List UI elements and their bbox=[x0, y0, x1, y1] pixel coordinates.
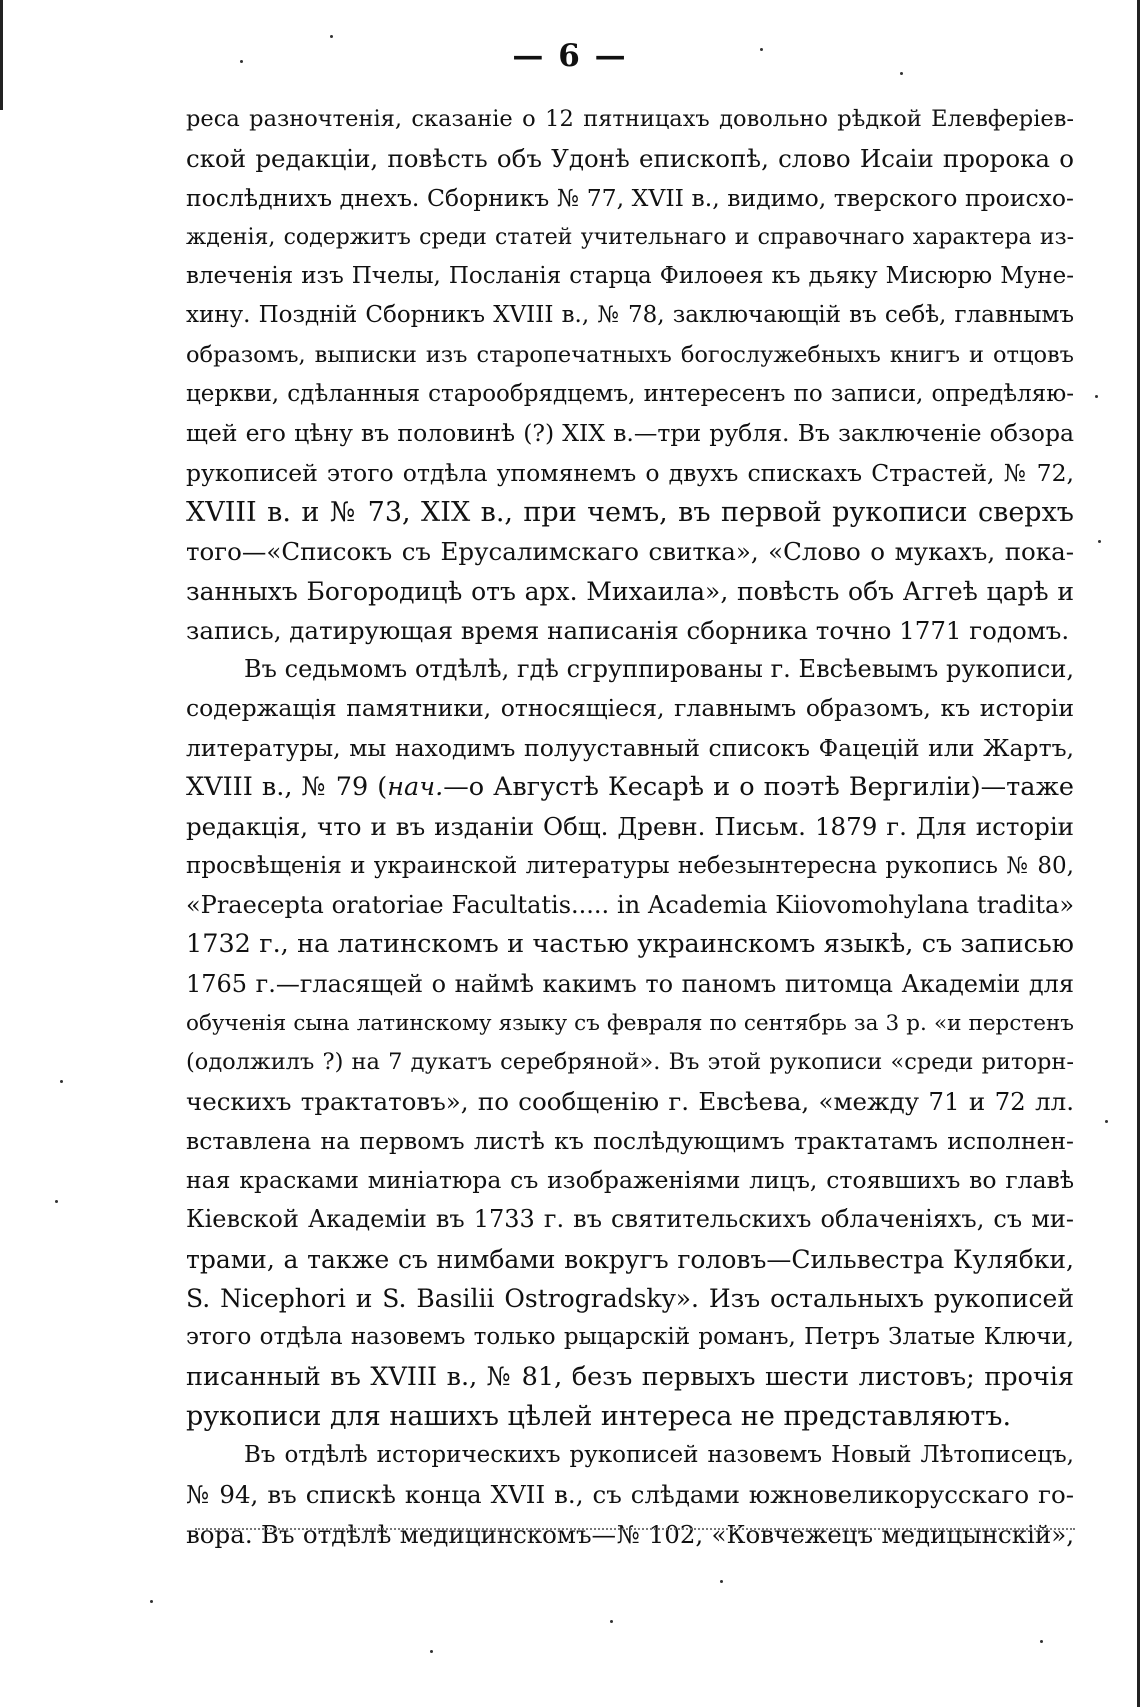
scan-speck bbox=[55, 1200, 58, 1203]
text-line: Въ седьмомъ отдѣлѣ, гдѣ сгруппированы г. Евсѣевымъ рукописи, bbox=[244, 655, 1074, 684]
text-line: жденія, содержитъ среди статей учительнаго и справочнаго характера из- bbox=[186, 224, 1074, 250]
text-line: XVIII в. и № 73, XIX в., при чемъ, въ первой рукописи сверхъ bbox=[186, 496, 1074, 528]
text-line: церкви, сдѣланныя старообрядцемъ, интересенъ по записи, опредѣляю- bbox=[186, 381, 1074, 408]
scan-speck bbox=[610, 1620, 613, 1623]
scan-speck bbox=[720, 1580, 723, 1583]
text-line-with-italic bbox=[186, 768, 1074, 807]
text-line: влеченія изъ Пчелы, Посланія старца Филоѳея къ дьяку Мисюрю Муне- bbox=[186, 263, 1074, 290]
scan-speck bbox=[900, 72, 903, 75]
text-line: запись, датирующая время написанія сборника точно 1771 годомъ. bbox=[186, 615, 1070, 645]
paragraph-2 bbox=[186, 650, 1074, 1436]
scan-speck bbox=[60, 1080, 63, 1083]
scan-speck bbox=[430, 1650, 433, 1653]
text-line: ная красками миніатюра съ изображеніями лицъ, стоявшихъ во главѣ bbox=[186, 1166, 1074, 1195]
scan-speck bbox=[1098, 540, 1101, 543]
text-line: хину. Поздній Сборникъ XVIII в., № 78, заключающій въ себѣ, главнымъ bbox=[186, 302, 1074, 329]
text-span: —о Августѣ Кесарѣ и о поэтѣ Вергиліи)—таже bbox=[443, 772, 1074, 803]
scan-speck bbox=[1095, 395, 1098, 398]
body-text bbox=[186, 100, 1074, 1554]
text-line: Въ отдѣлѣ историческихъ рукописей назовемъ Новый Лѣтописецъ, bbox=[244, 1442, 1074, 1469]
text-line: литературы, мы находимъ полууставный списокъ Фацецій или Жартъ, bbox=[186, 733, 1074, 762]
text-line: занныхъ Богородицѣ отъ арх. Михаила», повѣсть объ Аггеѣ царѣ и bbox=[186, 576, 1074, 606]
scan-speck bbox=[240, 60, 243, 63]
paragraph-3 bbox=[186, 1436, 1074, 1554]
italic-abbreviation: нач. bbox=[387, 772, 444, 803]
page-number: — 6 — bbox=[512, 38, 628, 74]
scan-speck bbox=[760, 48, 763, 51]
text-line: рукописей этого отдѣла упомянемъ о двухъ спискахъ Страстей, № 72, bbox=[186, 458, 1074, 487]
text-line: (одолжилъ ?) на 7 дукатъ серебряной». Въ этой рукописи «среди риторн- bbox=[186, 1049, 1074, 1076]
scan-speck bbox=[1105, 1120, 1108, 1123]
text-span: XVIII в., № 79 ( bbox=[186, 772, 388, 803]
text-line: содержащія памятники, относящіеся, главнымъ образомъ, къ исторіи bbox=[186, 694, 1074, 723]
text-line: писанный въ XVIII в., № 81, безъ первыхъ шести листовъ; прочія bbox=[186, 1361, 1074, 1392]
text-line: Кіевской Академіи въ 1733 г. въ святительскихъ облаченіяхъ, съ ми- bbox=[186, 1205, 1074, 1234]
faded-print-remnant bbox=[195, 1528, 1075, 1536]
text-line: образомъ, выписки изъ старопечатныхъ богослужебныхъ книгъ и отцовъ bbox=[186, 341, 1074, 368]
text-line: послѣднихъ днехъ. Сборникъ № 77, XVII в., видимо, тверского происхо- bbox=[186, 183, 1074, 212]
text-line: вставлена на первомъ листѣ къ послѣдующимъ трактатамъ исполнен- bbox=[186, 1126, 1074, 1155]
text-line: трами, а также съ нимбами вокругъ головъ—Сильвестра Кулябки, bbox=[186, 1244, 1074, 1274]
scan-speck bbox=[330, 35, 333, 38]
scan-speck bbox=[150, 1600, 153, 1603]
text-line: реса разночтенія, сказаніе о 12 пятницахъ довольно рѣдкой Елевферіев- bbox=[186, 106, 1074, 132]
text-line: вора. Въ отдѣлѣ медицинскомъ—№ 102, «Ковчежецъ медицынскій», bbox=[186, 1519, 1074, 1549]
text-line: того—«Списокъ съ Ерусалимскаго свитка», «Слово о мукахъ, пока- bbox=[186, 537, 1074, 567]
text-line: ческихъ трактатовъ», по сообщенію г. Евсѣева, «между 71 и 72 лл. bbox=[186, 1087, 1074, 1117]
text-line: S. Nicephori и S. Basilii Ostrogradsky». Изъ остальныхъ рукописей bbox=[186, 1283, 1074, 1313]
text-line: просвѣщенія и украинской литературы небезынтересна рукопись № 80, bbox=[186, 852, 1074, 879]
text-line: 1732 г., на латинскомъ и частью украинскомъ языкѣ, съ записью bbox=[186, 929, 1074, 960]
text-line: «Praecepta oratoriae Facultatis..... in Academia Kiiovomohylana tradita» bbox=[186, 890, 1074, 919]
text-line: редакція, что и въ изданіи Общ. Древн. Письм. 1879 г. Для исторіи bbox=[186, 812, 1074, 842]
text-line: ской редакціи, повѣсть объ Удонѣ епископѣ, слово Исаіи пророка о bbox=[186, 144, 1074, 174]
text-line: рукописи для нашихъ цѣлей интереса не представляютъ. bbox=[186, 1400, 1012, 1432]
text-line: № 94, въ спискѣ конца XVII в., съ слѣдами южновеликорусскаго го- bbox=[186, 1480, 1074, 1510]
text-line: обученія сына латинскому языку съ февраля по сентябрь за 3 р. «и перстенъ bbox=[186, 1010, 1074, 1036]
scan-speck bbox=[1040, 1640, 1043, 1643]
paragraph-1 bbox=[186, 100, 1074, 650]
text-line: щей его цѣну въ половинѣ (?) XIX в.—три рубля. Въ заключеніе обзора bbox=[186, 419, 1074, 448]
text-line: 1765 г.—гласящей о наймѣ какимъ то паномъ питомца Академіи для bbox=[186, 969, 1074, 998]
text-line: этого отдѣла назовемъ только рыцарскій романъ, Петръ Златые Ключи, bbox=[186, 1324, 1074, 1351]
